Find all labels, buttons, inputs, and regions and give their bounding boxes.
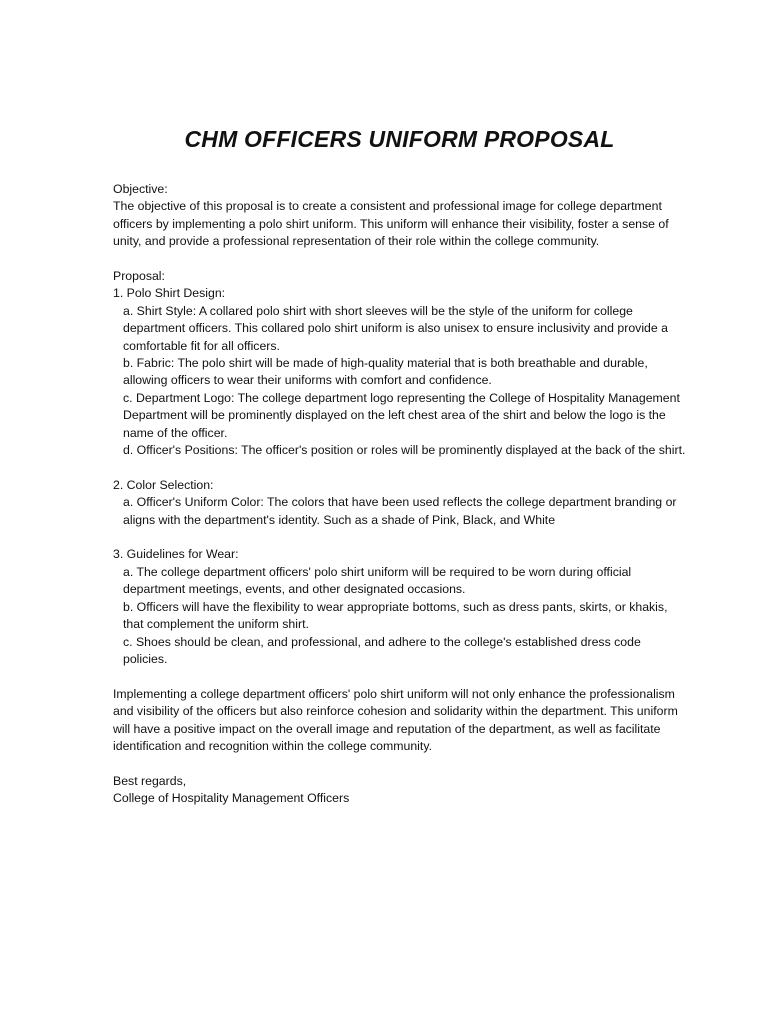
objective-text: The objective of this proposal is to create a consistent and professional image for college department officers by implementing a polo shirt uniform. This uniform will enhance their visibility, foster a sense of unity, and provide a professional representation of their role within the college community. [113,199,669,249]
section-3-heading: 3. Guidelines for Wear: [113,547,239,562]
spacer [113,529,688,546]
proposal-heading: Proposal: [113,269,165,284]
section-1-heading: 1. Polo Shirt Design: [113,286,226,301]
section-2-heading: 2. Color Selection: [113,477,214,492]
section-3-item-b: b. Officers will have the flexibility to wear appropriate bottoms, such as dress pants, skirts, or khakis, that complement the uniform shirt. [123,599,668,632]
spacer [113,251,688,268]
section-1-item-a: a. Shirt Style: A collared polo shirt with short sleeves will be the style of the uniform for college department officers. This collared polo shirt uniform is also unisex to ensure inclusivity and provide a comfortable fit for all officers. [123,303,668,353]
section-1-item-b: b. Fabric: The polo shirt will be made of high-quality material that is both breathable and durable, allowing officers to wear their uniforms with comfort and confidence. [123,356,648,388]
section-3-item-c: c. Shoes should be clean, and professional, and adhere to the college's established dress code policies. [123,634,641,666]
section-2-item-a: a. Officer's Uniform Color: The colors that have been used reflects the college department branding or aligns with the department's identity. Such as a shade of Pink, Black, and White [123,495,677,527]
spacer [113,459,688,476]
section-1-item-d: d. Officer's Positions: The officer's position or roles will be prominently displayed at the back of the shirt. [123,443,686,458]
spacer [113,755,688,772]
document-body [113,181,688,808]
objective-heading: Objective: [113,182,168,196]
closing-signature: College of Hospitality Management Officers [113,791,350,806]
closing-salutation: Best regards, [113,773,187,788]
section-1-item-c: c. Department Logo: The college department logo representing the College of Hospitality Management Department will be prominently displayed on the left chest area of the shirt and below the logo is the name of the officer. [123,390,680,440]
spacer [113,668,688,685]
section-3-item-a: a. The college department officers' polo shirt uniform will be required to be worn during official department meetings, events, and other designated occasions. [123,564,632,597]
conclusion-text: Implementing a college department officers' polo shirt uniform will not only enhance the professionalism and visibility of the officers but also reinforce cohesion and solidarity within the department. This uniform will have a positive impact on the overall image and reputation of the department, as well as facilitate identification and recognition within the college community. [113,686,678,753]
document-title: CHM OFFICERS UNIFORM PROPOSAL [184,126,615,152]
